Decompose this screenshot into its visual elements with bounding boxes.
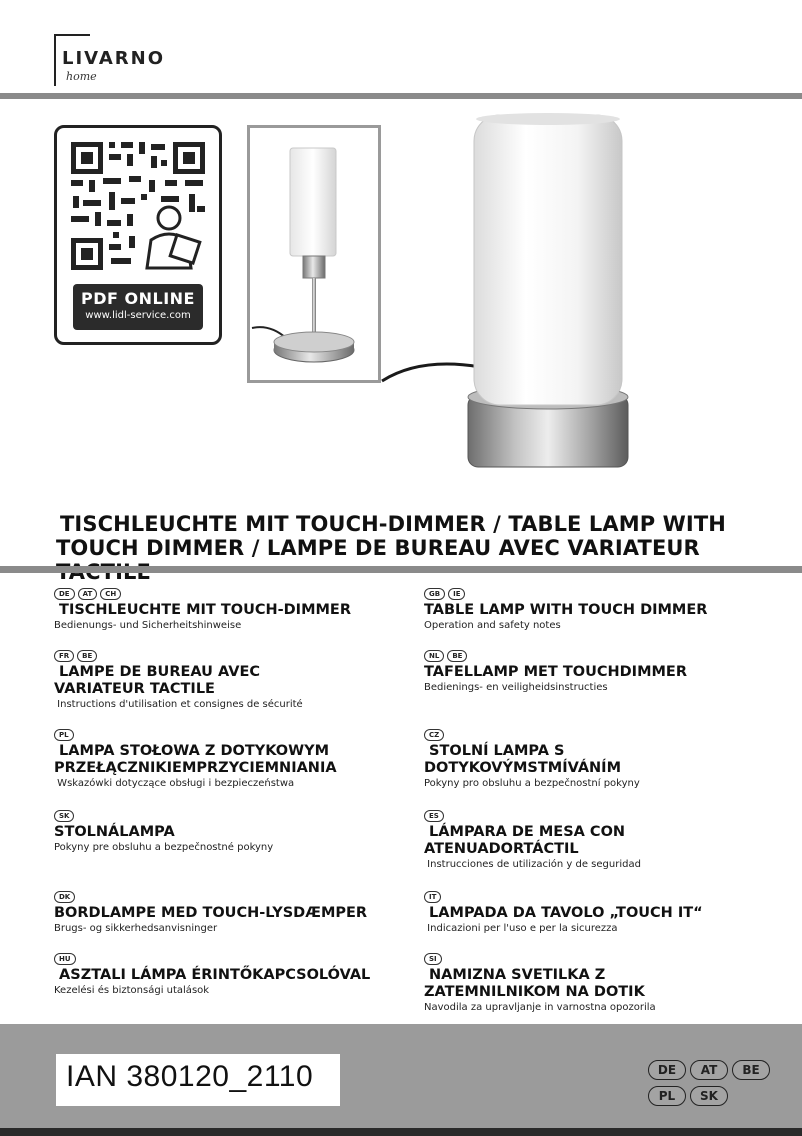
- section-title: BORDLAMPE MED TOUCH-LYSDÆMPER: [54, 905, 368, 921]
- language-section-dk[interactable]: [54, 891, 367, 935]
- section-title: LAMPADA DA TAVOLO „TOUCH IT“: [424, 905, 703, 921]
- country-badge: GB: [424, 588, 445, 600]
- top-divider: [0, 93, 802, 99]
- language-section-it[interactable]: [424, 891, 703, 935]
- service-url: www.lidl-service.com: [85, 310, 191, 321]
- section-title: STOLNÁLAMPA: [54, 824, 175, 840]
- section-title: NAMIZNA SVETILKA Z ZATEMNILNIKOM NA DOTIK: [424, 967, 645, 1000]
- country-pill: DE: [648, 1060, 686, 1080]
- section-subtitle: Bedienungs- und Sicherheitshinweise: [54, 620, 242, 631]
- country-badge: CZ: [424, 729, 444, 741]
- section-title: ASZTALI LÁMPA ÉRINTŐKAPCSOLÓVAL: [54, 967, 371, 983]
- country-badge: CH: [100, 588, 121, 600]
- pdf-online-label: PDF ONLINE: [81, 289, 195, 308]
- section-subtitle: Bedienings- en veiligheidsinstructies: [424, 682, 608, 693]
- country-pill: SK: [690, 1086, 728, 1106]
- section-subtitle: Wskazówki dotyczące obsługi i bezpieczeństwa: [54, 778, 295, 789]
- small-lamp-illustration: [250, 128, 378, 380]
- language-section-es[interactable]: [424, 810, 641, 871]
- section-title: LAMPA STOŁOWA Z DOTYKOWYM PRZEŁĄCZNIKIEMPRZYCIEMNIANIA: [54, 743, 337, 776]
- country-badge: IE: [448, 588, 465, 600]
- country-pill: PL: [648, 1086, 686, 1106]
- section-subtitle: Indicazioni per l'uso e per la sicurezza: [424, 923, 618, 934]
- country-pill: BE: [732, 1060, 770, 1080]
- section-title: LAMPE DE BUREAU AVEC VARIATEUR TACTILE: [54, 664, 261, 697]
- section-subtitle: Navodila za upravljanje in varnostna opozorila: [424, 1002, 656, 1013]
- section-title: TISCHLEUCHTE MIT TOUCH-DIMMER: [54, 602, 352, 618]
- language-section-sk[interactable]: [54, 810, 273, 854]
- table-lamp-illustration: [360, 105, 660, 485]
- bottom-rule: [0, 1128, 802, 1136]
- section-title: TAFELLAMP MET TOUCHDIMMER: [424, 664, 688, 680]
- section-title: STOLNÍ LAMPA S DOTYKOVÝMSTMÍVÁNÍM: [424, 743, 622, 776]
- language-section-nl[interactable]: [424, 650, 687, 694]
- country-badge: DK: [54, 891, 75, 903]
- section-subtitle: Pokyny pre obsluhu a bezpečnostné pokyny: [54, 842, 274, 853]
- title-line-1: TISCHLEUCHTE MIT TOUCH-DIMMER / TABLE LAMP WITH: [60, 512, 726, 536]
- language-section-hu[interactable]: [54, 953, 370, 997]
- section-subtitle: Pokyny pro obsluhu a bezpečnostní pokyny: [424, 778, 640, 789]
- language-section-de[interactable]: [54, 588, 351, 632]
- brand-logo-sub: home: [66, 70, 97, 83]
- country-badge: BE: [77, 650, 97, 662]
- section-subtitle: Operation and safety notes: [424, 620, 561, 631]
- language-section-cz[interactable]: [424, 729, 640, 790]
- brand-logo: LIVARNO: [62, 48, 166, 69]
- section-title: TABLE LAMP WITH TOUCH DIMMER: [424, 602, 708, 618]
- country-pill: AT: [690, 1060, 728, 1080]
- country-badge: HU: [54, 953, 76, 965]
- language-section-pl[interactable]: [54, 729, 337, 790]
- section-subtitle: Brugs- og sikkerhedsanvisninger: [54, 923, 218, 934]
- country-badge: NL: [424, 650, 444, 662]
- section-subtitle: Kezelési és biztonsági utalások: [54, 985, 210, 996]
- country-badge: ES: [424, 810, 444, 822]
- country-badge: AT: [78, 588, 98, 600]
- qr-code-icon: [69, 140, 207, 272]
- pdf-online-button[interactable]: [73, 284, 203, 330]
- country-badge: BE: [447, 650, 467, 662]
- country-badge: FR: [54, 650, 74, 662]
- section-divider: [0, 566, 802, 573]
- country-badge: SI: [424, 953, 442, 965]
- title-line-2: TOUCH DIMMER / LAMPE DE BUREAU AVEC VARIATEUR: [56, 536, 700, 560]
- section-title: LÁMPARA DE MESA CON ATENUADORTÁCTIL: [424, 824, 626, 857]
- country-badge: DE: [54, 588, 75, 600]
- language-section-fr[interactable]: [54, 650, 303, 711]
- country-badge: PL: [54, 729, 74, 741]
- section-subtitle: Instrucciones de utilización y de seguridad: [424, 859, 641, 870]
- country-badge: IT: [424, 891, 441, 903]
- qr-card[interactable]: [54, 125, 222, 345]
- section-subtitle: Instructions d'utilisation et consignes de sécurité: [54, 699, 303, 710]
- page-title: [56, 512, 796, 584]
- language-section-gb[interactable]: [424, 588, 707, 632]
- language-section-si[interactable]: [424, 953, 656, 1014]
- ian-number: IAN 380120_2110: [66, 1060, 314, 1093]
- country-badge: SK: [54, 810, 74, 822]
